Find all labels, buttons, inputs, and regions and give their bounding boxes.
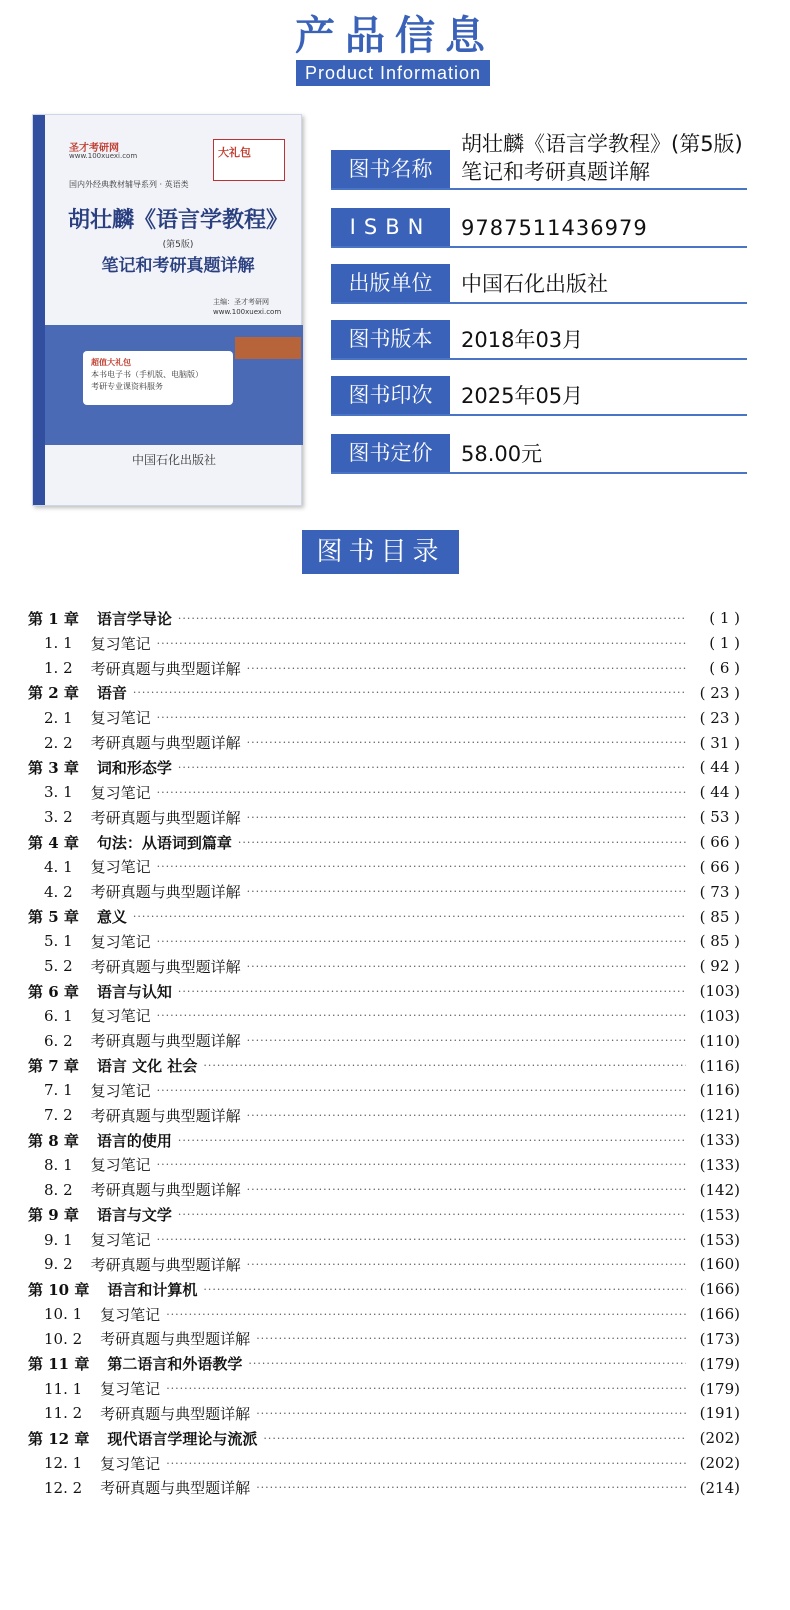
info-value: 中国石化出版社 (461, 272, 608, 296)
toc-leader-dots (157, 637, 686, 650)
info-row-print (331, 376, 747, 416)
toc-leader-dots (166, 1382, 686, 1395)
toc-number: 4. 2 (44, 882, 73, 901)
toc-leader-dots (166, 1308, 686, 1321)
toc-number: 4. 1 (44, 857, 73, 876)
toc-leader-dots (263, 1432, 686, 1445)
toc-leader-dots (247, 1034, 686, 1047)
toc-text: 考研真题与典型题详解 (100, 1330, 251, 1349)
toc-section-row (28, 879, 740, 904)
toc-number: 第 6 章 (28, 982, 79, 1001)
toc-chapter-row (28, 1053, 740, 1078)
info-value: 2018年03月 (461, 328, 584, 352)
toc-section-row (28, 1451, 740, 1476)
toc-section-row (28, 1227, 740, 1252)
toc-page: (166) (699, 1280, 740, 1299)
info-row-title (331, 130, 747, 190)
toc-number: 第 8 章 (28, 1131, 79, 1150)
toc-page: (103) (699, 982, 740, 1001)
table-of-contents (28, 606, 740, 1500)
toc-section-row (28, 780, 740, 805)
toc-text: 复习笔记 (100, 1454, 161, 1473)
toc-leader-dots (133, 910, 686, 923)
info-value-line: 胡壮麟《语言学教程》(第5版) (461, 132, 743, 156)
toc-text: 现代语言学理论与流派 (107, 1429, 258, 1448)
toc-page: ( 1 ) (709, 634, 740, 653)
cover-editor-name: 主编：圣才考研网 (213, 298, 269, 306)
info-value: 58.00元 (461, 442, 543, 466)
toc-page: (103) (699, 1006, 740, 1025)
toc-text: 考研真题与典型题详解 (90, 1032, 241, 1051)
info-label: 图书名称 (331, 150, 450, 188)
toc-number: 第 3 章 (28, 758, 79, 777)
info-row-publisher (331, 264, 747, 304)
toc-chapter-row (28, 606, 740, 631)
book-spine (33, 115, 45, 505)
toc-chapter-row (28, 830, 740, 855)
toc-section-row (28, 1376, 740, 1401)
toc-leader-dots (157, 1158, 686, 1171)
toc-number: 6. 1 (44, 1006, 73, 1025)
cover-gift-item: 考研专业课资料服务 (91, 382, 163, 391)
toc-number: 2. 2 (44, 733, 73, 752)
cover-gift-box (83, 351, 233, 405)
toc-page: (179) (699, 1379, 740, 1398)
toc-number: 第 1 章 (28, 609, 79, 628)
toc-page: (173) (699, 1329, 740, 1348)
toc-page: ( 23 ) (699, 683, 740, 702)
toc-number: 7. 2 (44, 1106, 73, 1125)
toc-number: 9. 1 (44, 1230, 73, 1249)
toc-text: 意义 (96, 908, 127, 927)
book-cover (32, 114, 302, 506)
toc-leader-dots (178, 1134, 686, 1147)
cover-subtitle: 笔记和考研真题详解 (101, 256, 255, 276)
toc-section-row (28, 1326, 740, 1351)
toc-text: 考研真题与典型题详解 (90, 1255, 241, 1274)
toc-number: 第 10 章 (28, 1280, 90, 1299)
toc-number: 9. 2 (44, 1255, 73, 1274)
toc-leader-dots (256, 1481, 686, 1494)
info-label: ISBN (331, 208, 450, 246)
toc-page: ( 66 ) (699, 857, 740, 876)
toc-number: 7. 1 (44, 1081, 73, 1100)
toc-leader-dots (247, 811, 686, 824)
toc-text: 语言与认知 (96, 982, 172, 1001)
toc-number: 第 2 章 (28, 684, 79, 703)
toc-text: 词和形态学 (96, 758, 172, 777)
toc-text: 考研真题与典型题详解 (90, 883, 241, 902)
info-label: 图书定价 (331, 434, 450, 472)
info-value-line: 笔记和考研真题详解 (461, 160, 650, 184)
toc-number: 5. 1 (44, 932, 73, 951)
toc-page: (121) (699, 1106, 740, 1125)
toc-page: ( 92 ) (699, 957, 740, 976)
toc-leader-dots (157, 711, 686, 724)
toc-section-row (28, 1177, 740, 1202)
toc-leader-dots (133, 686, 686, 699)
cover-logo-url: www.100xuexi.com (69, 152, 138, 160)
toc-leader-dots (247, 885, 686, 898)
info-value: 2025年05月 (461, 384, 584, 408)
toc-chapter-row (28, 1351, 740, 1376)
toc-page: (133) (699, 1131, 740, 1150)
toc-section-row (28, 631, 740, 656)
toc-section-row (28, 1004, 740, 1029)
toc-leader-dots (178, 761, 686, 774)
toc-section-row (28, 929, 740, 954)
toc-text: 考研真题与典型题详解 (90, 1106, 241, 1125)
info-row-price (331, 434, 747, 474)
toc-page: ( 44 ) (699, 783, 740, 802)
toc-number: 1. 2 (44, 659, 73, 678)
toc-number: 8. 2 (44, 1180, 73, 1199)
info-row-isbn (331, 208, 747, 248)
toc-number: 3. 1 (44, 783, 73, 802)
toc-leader-dots (238, 836, 686, 849)
toc-text: 复习笔记 (90, 634, 151, 653)
cover-publisher: 中国石化出版社 (131, 453, 216, 467)
toc-number: 5. 2 (44, 957, 73, 976)
toc-page: ( 1 ) (709, 609, 740, 628)
toc-text: 考研真题与典型题详解 (90, 1181, 241, 1200)
toc-section-row (28, 1302, 740, 1327)
toc-page: (160) (699, 1255, 740, 1274)
toc-leader-dots (157, 1009, 686, 1022)
toc-page: (179) (699, 1354, 740, 1373)
toc-page: ( 6 ) (709, 659, 740, 678)
toc-leader-dots (157, 1233, 686, 1246)
toc-section-row (28, 705, 740, 730)
toc-leader-dots (203, 1059, 686, 1072)
cover-gift-title: 超值大礼包 (91, 358, 131, 367)
cover-accent-block (235, 337, 301, 359)
toc-chapter-row (28, 1128, 740, 1153)
toc-page: ( 53 ) (699, 808, 740, 827)
toc-text: 语音 (96, 684, 127, 703)
toc-leader-dots (247, 960, 686, 973)
toc-page: (110) (699, 1031, 740, 1050)
toc-page: ( 85 ) (699, 932, 740, 951)
toc-section-row (28, 730, 740, 755)
toc-text: 语言的使用 (96, 1131, 172, 1150)
toc-page: (116) (699, 1056, 740, 1075)
cover-editor-url: www.100xuexi.com (213, 308, 282, 316)
info-value (461, 130, 743, 186)
toc-text: 第二语言和外语教学 (107, 1355, 243, 1374)
toc-leader-dots (178, 612, 686, 625)
info-row-edition (331, 320, 747, 360)
toc-section-row (28, 1401, 740, 1426)
toc-number: 第 11 章 (28, 1355, 90, 1374)
toc-text: 复习笔记 (100, 1380, 161, 1399)
toc-text: 复习笔记 (100, 1305, 161, 1324)
toc-number: 第 12 章 (28, 1429, 90, 1448)
toc-leader-dots (256, 1332, 686, 1345)
toc-number: 1. 1 (44, 634, 73, 653)
toc-page: ( 66 ) (699, 833, 740, 852)
cover-series: 国内外经典教材辅导系列 · 英语类 (69, 180, 189, 189)
toc-text: 复习笔记 (90, 1156, 151, 1175)
toc-chapter-row (28, 904, 740, 929)
toc-section-row (28, 1028, 740, 1053)
toc-section-row (28, 1252, 740, 1277)
toc-chapter-row (28, 1202, 740, 1227)
toc-number: 8. 1 (44, 1155, 73, 1174)
page-subtitle: Product Information (296, 60, 490, 86)
toc-leader-dots (157, 1084, 686, 1097)
toc-number: 6. 2 (44, 1031, 73, 1050)
toc-number: 12. 1 (44, 1454, 83, 1473)
toc-text: 考研真题与典型题详解 (90, 808, 241, 827)
toc-section-row (28, 656, 740, 681)
page-title: 产品信息 (295, 13, 495, 59)
toc-leader-dots (247, 1258, 686, 1271)
toc-page: (166) (699, 1305, 740, 1324)
toc-title: 图书目录 (302, 530, 459, 574)
toc-number: 2. 1 (44, 708, 73, 727)
toc-text: 复习笔记 (90, 1081, 151, 1100)
toc-page: (133) (699, 1155, 740, 1174)
toc-leader-dots (178, 1208, 686, 1221)
toc-leader-dots (166, 1457, 686, 1470)
toc-page: (153) (699, 1205, 740, 1224)
toc-chapter-row (28, 1277, 740, 1302)
toc-text: 考研真题与典型题详解 (100, 1404, 251, 1423)
toc-page: (214) (699, 1478, 740, 1497)
cover-gift-item: 本书电子书（手机版、电脑版） (91, 370, 203, 379)
toc-section-row (28, 1476, 740, 1501)
toc-leader-dots (157, 860, 686, 873)
toc-number: 第 9 章 (28, 1206, 79, 1225)
toc-text: 复习笔记 (90, 783, 151, 802)
toc-text: 考研真题与典型题详解 (100, 1479, 251, 1498)
toc-number: 第 7 章 (28, 1057, 79, 1076)
info-value: 9787511436979 (461, 216, 648, 240)
info-label: 出版单位 (331, 264, 450, 302)
toc-page: (191) (699, 1404, 740, 1423)
toc-leader-dots (178, 985, 686, 998)
toc-text: 语言与文学 (96, 1206, 172, 1225)
toc-chapter-row (28, 979, 740, 1004)
toc-page: ( 31 ) (699, 733, 740, 752)
toc-page: ( 85 ) (699, 907, 740, 926)
toc-page: (202) (699, 1454, 740, 1473)
toc-text: 语言学导论 (96, 609, 172, 628)
toc-text: 句法：从语词到篇章 (96, 833, 232, 852)
toc-leader-dots (247, 1183, 686, 1196)
toc-text: 复习笔记 (90, 1007, 151, 1026)
toc-leader-dots (157, 786, 686, 799)
toc-leader-dots (203, 1283, 686, 1296)
toc-leader-dots (157, 935, 686, 948)
toc-text: 复习笔记 (90, 932, 151, 951)
toc-number: 第 5 章 (28, 908, 79, 927)
cover-edition: (第5版) (162, 240, 194, 250)
toc-number: 11. 1 (44, 1379, 83, 1398)
toc-page: ( 23 ) (699, 708, 740, 727)
toc-number: 3. 2 (44, 808, 73, 827)
toc-section-row (28, 805, 740, 830)
toc-leader-dots (248, 1357, 686, 1370)
toc-leader-dots (256, 1407, 686, 1420)
toc-leader-dots (247, 736, 686, 749)
toc-chapter-row (28, 681, 740, 706)
info-label: 图书印次 (331, 376, 450, 414)
toc-number: 10. 1 (44, 1305, 83, 1324)
toc-chapter-row (28, 1426, 740, 1451)
toc-section-row (28, 1153, 740, 1178)
toc-page: ( 73 ) (699, 882, 740, 901)
toc-section-row (28, 1103, 740, 1128)
toc-page: (116) (699, 1081, 740, 1100)
cover-logo: 圣才考研网 (69, 143, 119, 154)
toc-section-row (28, 954, 740, 979)
toc-section-row (28, 854, 740, 879)
toc-text: 复习笔记 (90, 1231, 151, 1250)
toc-chapter-row (28, 755, 740, 780)
toc-text: 复习笔记 (90, 709, 151, 728)
toc-number: 10. 2 (44, 1329, 83, 1348)
toc-page: (153) (699, 1230, 740, 1249)
toc-text: 考研真题与典型题详解 (90, 957, 241, 976)
toc-number: 第 4 章 (28, 833, 79, 852)
toc-number: 11. 2 (44, 1404, 83, 1423)
toc-text: 语言和计算机 (107, 1280, 198, 1299)
cover-editor (213, 297, 281, 317)
toc-section-row (28, 1078, 740, 1103)
toc-page: (202) (699, 1429, 740, 1448)
toc-text: 语言 文化 社会 (96, 1057, 198, 1076)
toc-leader-dots (247, 1109, 686, 1122)
toc-text: 考研真题与典型题详解 (90, 734, 241, 753)
info-label: 图书版本 (331, 320, 450, 358)
toc-text: 考研真题与典型题详解 (90, 659, 241, 678)
toc-text: 复习笔记 (90, 858, 151, 877)
toc-page: (142) (699, 1180, 740, 1199)
toc-leader-dots (247, 662, 686, 675)
toc-page: ( 44 ) (699, 758, 740, 777)
toc-number: 12. 2 (44, 1478, 83, 1497)
cover-gift-badge: 大礼包 (213, 139, 285, 181)
cover-title: 胡壮麟《语言学教程》 (67, 207, 288, 233)
